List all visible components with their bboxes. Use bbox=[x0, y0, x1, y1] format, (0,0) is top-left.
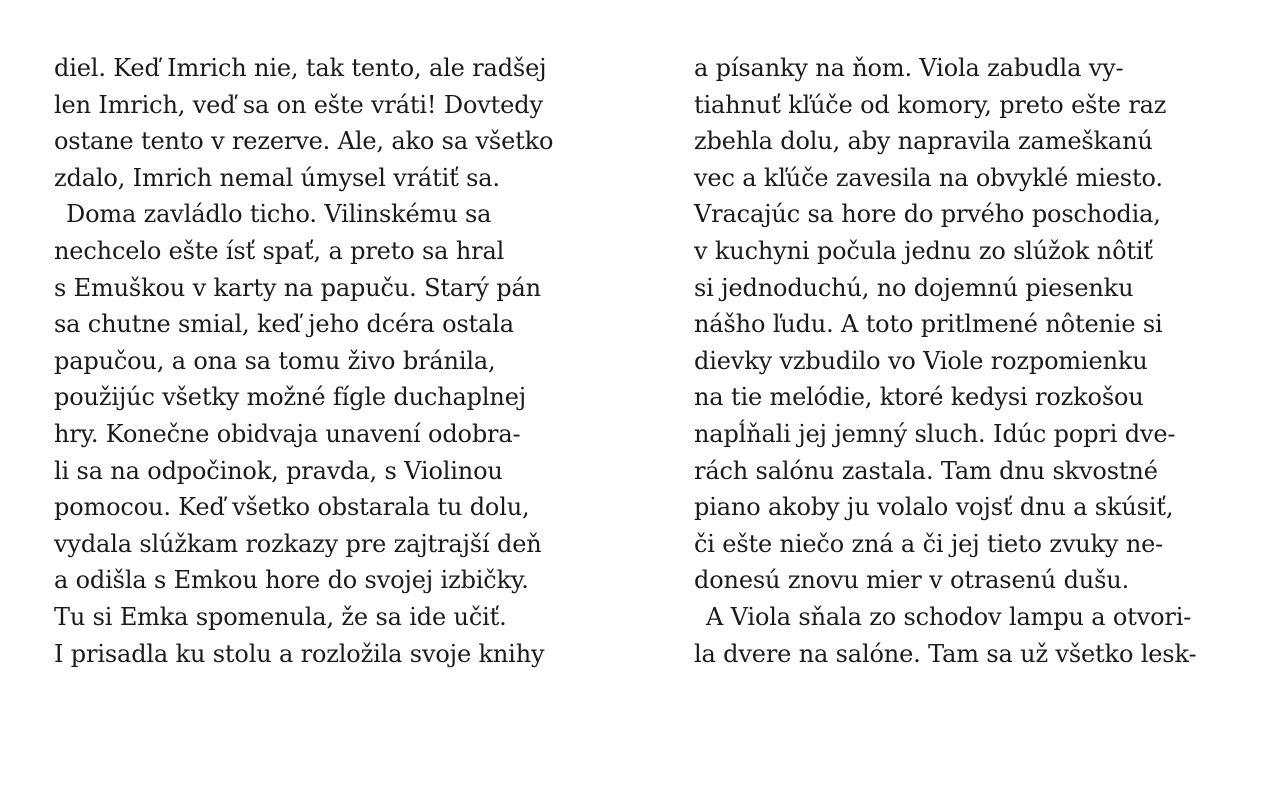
text-line: použijúc všetky možné fígle duchaplnej bbox=[54, 383, 527, 412]
text-line: vydala slúžkam rozkazy pre zajtrajší deň bbox=[54, 529, 542, 558]
text-line: zbehla dolu, aby napravila zameškanú bbox=[694, 127, 1153, 156]
text-line: len Imrich, veď sa on ešte vráti! Dovtedy bbox=[54, 90, 543, 119]
text-line: napĺňali jej jemný sluch. Idúc popri dve- bbox=[694, 419, 1176, 448]
text-line: nášho ľudu. A toto pritlmené nôtenie si bbox=[694, 310, 1163, 339]
text-line: nechcelo ešte ísť spať, a preto sa hral bbox=[54, 236, 505, 265]
text-line: Tu si Emka spomenula, že sa ide učiť. bbox=[54, 602, 507, 631]
paragraph-start-line: A Viola sňala zo schodov lampu a otvori- bbox=[706, 602, 1192, 631]
text-line: v kuchyni počula jednu zo slúžok nôtiť bbox=[694, 236, 1153, 265]
text-line: a písanky na ňom. Viola zabudla vy- bbox=[694, 54, 1124, 82]
text-line: piano akoby ju volalo vojsť dnu a skúsiť, bbox=[694, 493, 1174, 522]
text-line: ostane tento v rezerve. Ale, ako sa všetko bbox=[54, 127, 554, 156]
text-line: donesú znovu mier v otrasenú dušu. bbox=[694, 566, 1130, 595]
text-line: sa chutne smial, keď jeho dcéra ostala bbox=[54, 310, 514, 339]
text-line: papučou, a ona sa tomu živo bránila, bbox=[54, 346, 496, 375]
text-line: la dvere na salóne. Tam sa už všetko lesk- bbox=[694, 639, 1197, 668]
text-line: tiahnuť kľúče od komory, preto ešte raz bbox=[694, 90, 1167, 119]
text-line: na tie melódie, ktoré kedysi rozkošou bbox=[694, 383, 1144, 412]
text-line: diel. Keď Imrich nie, tak tento, ale radšej bbox=[54, 54, 547, 82]
text-line: si jednoduchú, no dojemnú piesenku bbox=[694, 273, 1134, 302]
text-line: či ešte niečo zná a či jej tieto zvuky ne- bbox=[694, 529, 1164, 558]
text-line: I prisadla ku stolu a rozložila svoje knihy bbox=[54, 639, 545, 668]
text-line: zdalo, Imrich nemal úmysel vrátiť sa. bbox=[54, 163, 500, 192]
text-line: a odišla s Emkou hore do svojej izbičky. bbox=[54, 566, 529, 595]
paragraph-start-line: Doma zavládlo ticho. Vilinskému sa bbox=[66, 200, 492, 229]
text-line: li sa na odpočinok, pravda, s Violinou bbox=[54, 456, 503, 485]
left-text-column bbox=[54, 50, 594, 672]
text-line: Vracajúc sa hore do prvého poschodia, bbox=[694, 200, 1161, 229]
right-text-column bbox=[694, 50, 1234, 672]
text-line: dievky vzbudilo vo Viole rozpomienku bbox=[694, 346, 1148, 375]
text-line: pomocou. Keď všetko obstarala tu dolu, bbox=[54, 493, 530, 522]
text-line: vec a kľúče zavesila na obvyklé miesto. bbox=[694, 163, 1163, 192]
text-line: hry. Konečne obidvaja unavení odobra- bbox=[54, 419, 521, 448]
text-line: s Emuškou v karty na papuču. Starý pán bbox=[54, 273, 541, 302]
text-line: rách salónu zastala. Tam dnu skvostné bbox=[694, 456, 1158, 485]
